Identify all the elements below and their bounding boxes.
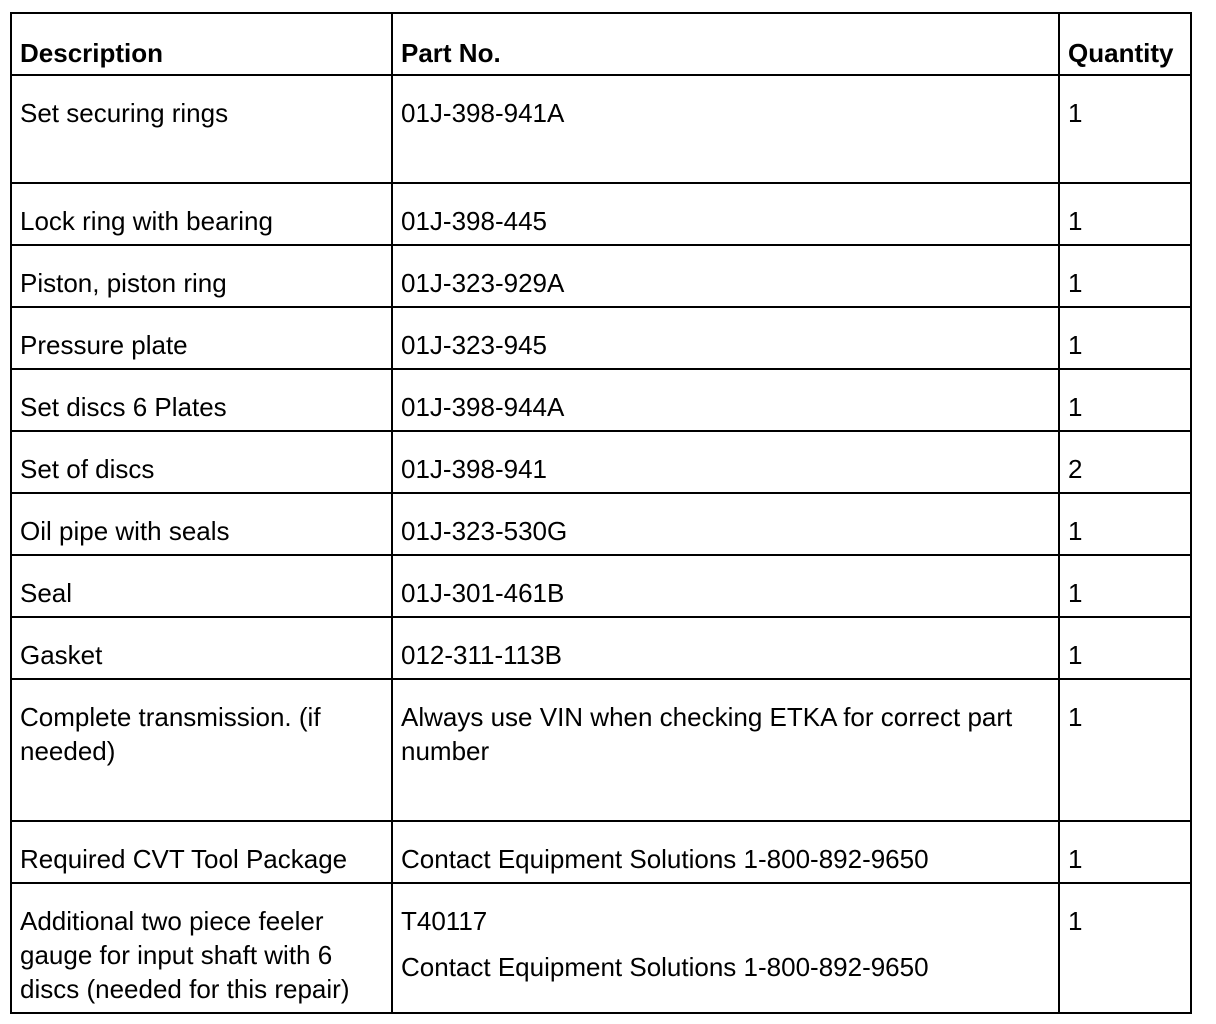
- table-row: [11, 821, 1191, 883]
- cell-description: Lock ring with bearing: [11, 183, 392, 245]
- cell-part-no: Always use VIN when checking ETKA for correct part number: [392, 679, 1059, 821]
- cell-quantity: 1: [1059, 369, 1191, 431]
- cell-description: Set of discs: [11, 431, 392, 493]
- header-description: Description: [11, 13, 392, 75]
- cell-description: Additional two piece feeler gauge for input shaft with 6 discs (needed for this repair): [11, 883, 392, 1013]
- table-row: [11, 75, 1191, 183]
- table-row: [11, 431, 1191, 493]
- cell-part-no: Contact Equipment Solutions 1-800-892-9650: [392, 821, 1059, 883]
- cell-part-no: 01J-398-941: [392, 431, 1059, 493]
- cell-description: Set discs 6 Plates: [11, 369, 392, 431]
- table-row: [11, 679, 1191, 821]
- table-row: [11, 555, 1191, 617]
- cell-part-no: 01J-398-944A: [392, 369, 1059, 431]
- table-row: [11, 183, 1191, 245]
- cell-part-no: 01J-301-461B: [392, 555, 1059, 617]
- cell-quantity: 1: [1059, 245, 1191, 307]
- cell-part-no: 01J-323-929A: [392, 245, 1059, 307]
- cell-quantity: 1: [1059, 821, 1191, 883]
- cell-part-no: 012-311-113B: [392, 617, 1059, 679]
- table-row: [11, 883, 1191, 1013]
- cell-quantity: 1: [1059, 883, 1191, 1013]
- part-no-line: Contact Equipment Solutions 1-800-892-9650: [401, 952, 929, 982]
- header-part-no: Part No.: [392, 13, 1059, 75]
- cell-description: Set securing rings: [11, 75, 392, 183]
- table-row: [11, 245, 1191, 307]
- table-header-row: [11, 13, 1191, 75]
- cell-description: Piston, piston ring: [11, 245, 392, 307]
- cell-part-no: 01J-398-941A: [392, 75, 1059, 183]
- cell-quantity: 1: [1059, 493, 1191, 555]
- cell-part-no: 01J-323-530G: [392, 493, 1059, 555]
- cell-quantity: 1: [1059, 555, 1191, 617]
- table-row: [11, 307, 1191, 369]
- cell-description: Complete transmission. (if needed): [11, 679, 392, 821]
- cell-quantity: 1: [1059, 183, 1191, 245]
- cell-part-no: 01J-323-945: [392, 307, 1059, 369]
- cell-quantity: 2: [1059, 431, 1191, 493]
- cell-description: Required CVT Tool Package: [11, 821, 392, 883]
- cell-description: Seal: [11, 555, 392, 617]
- table-row: [11, 617, 1191, 679]
- cell-quantity: 1: [1059, 679, 1191, 821]
- cell-description: Pressure plate: [11, 307, 392, 369]
- cell-quantity: 1: [1059, 307, 1191, 369]
- header-quantity: Quantity: [1059, 13, 1191, 75]
- part-no-line: T40117: [401, 906, 488, 936]
- cell-part-no: 01J-398-445: [392, 183, 1059, 245]
- cell-description: Oil pipe with seals: [11, 493, 392, 555]
- cell-quantity: 1: [1059, 617, 1191, 679]
- table-row: [11, 369, 1191, 431]
- cell-description: Gasket: [11, 617, 392, 679]
- cell-quantity: 1: [1059, 75, 1191, 183]
- table-row: [11, 493, 1191, 555]
- parts-table: [10, 12, 1192, 1014]
- cell-part-no: [392, 883, 1059, 1013]
